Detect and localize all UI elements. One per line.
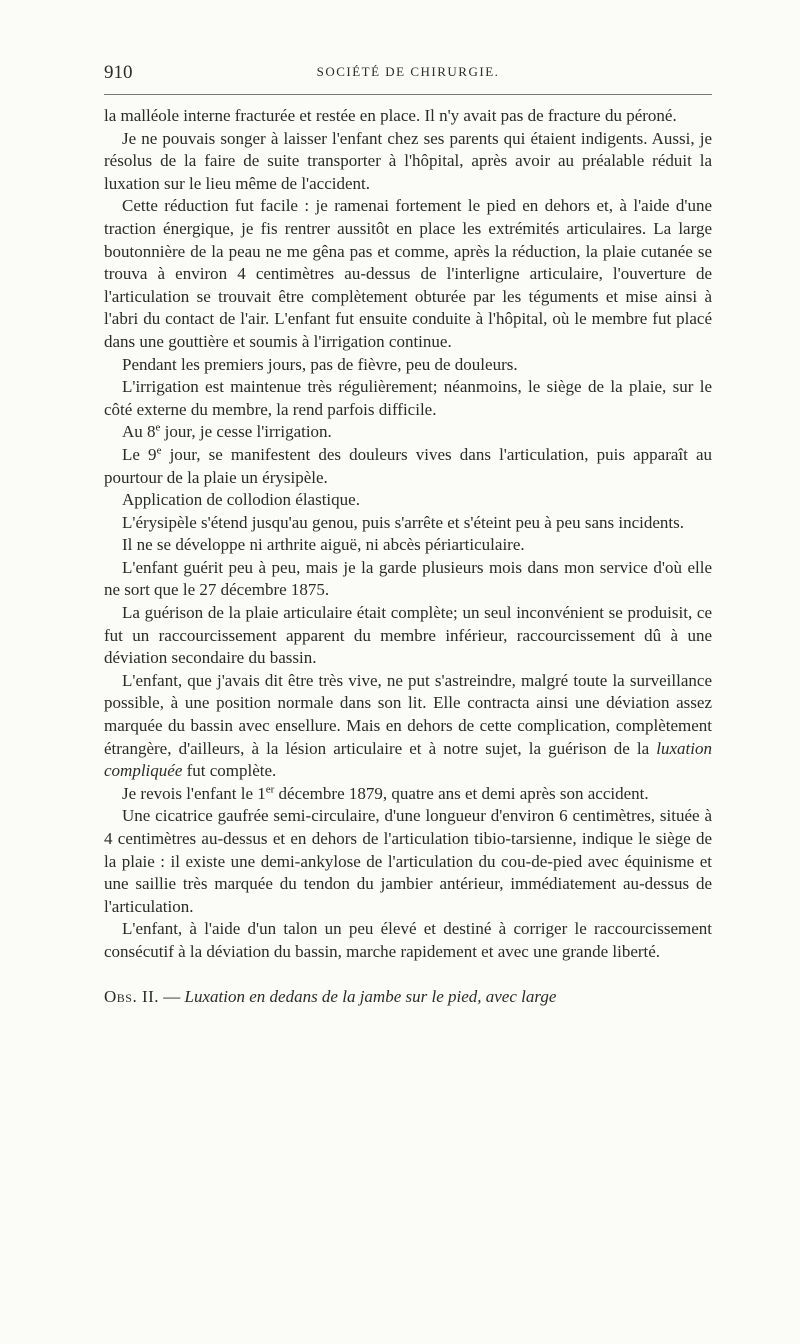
- paragraph-text: L'enfant, que j'avais dit être très vive, ne put s'astreindre, malgré toute la surveillance possible, à une position normale dans son lit. Elle contracta ainsi une déviation assez marquée du bassin avec ensellure. Mais en dehors de cette complication, complètement étrangère, d'ailleurs, à la lésion articulaire et à notre sujet, la guérison de la: [104, 670, 712, 758]
- paragraph: L'érysipèle s'étend jusqu'au genou, puis s'arrête et s'éteint peu à peu sans incidents.: [122, 512, 684, 532]
- journal-title: SOCIÉTÉ DE CHIRURGIE.: [316, 64, 500, 79]
- paragraph: [104, 783, 712, 806]
- paragraph: Pendant les premiers jours, pas de fièvre, peu de douleurs.: [122, 354, 518, 374]
- paragraph: L'enfant guérit peu à peu, mais je la garde plusieurs mois dans mon service d'où elle ne sort que le 27 décembre 1875.: [104, 557, 712, 600]
- paragraph-text: Je revois l'enfant le 1: [122, 783, 266, 803]
- paragraph-text: jour, se manifestent des douleurs vives dans l'articulation, puis apparaît au pourtour de la plaie un érysipèle.: [104, 444, 713, 487]
- superscript: er: [265, 783, 275, 796]
- italic-term: luxation compliquée: [104, 738, 712, 781]
- paragraph: [104, 444, 712, 489]
- running-head: [104, 58, 712, 88]
- paragraph: Il ne se développe ni arthrite aiguë, ni abcès périarticulaire.: [122, 535, 525, 555]
- paragraph-text: décembre 1879, quatre ans et demi après son accident.: [274, 783, 649, 803]
- paragraph: Cette réduction fut facile : je ramenai fortement le pied en dehors et, à l'aide d'une traction énergique, je fis rentrer aussitôt en place les extrémités articulaires. La large boutonnière de la peau ne me gêna pas et comme, après la réduction, la plaie cutanée se trouva à environ 4 centimètres au-dessus de l'interligne articulaire, l'ouverture de l'articulation se trouvait être complètement obturée par les téguments et mise ainsi à l'abri du contact de l'air. L'enfant fut ensuite conduite à l'hôpital, où le membre fut placé dans une gouttière et soumis à l'irrigation continue.: [104, 196, 712, 351]
- paragraph: [104, 670, 712, 783]
- paragraph: la malléole interne fracturée et restée en place. Il n'y avait pas de fracture du péroné.: [104, 106, 677, 125]
- page-number: 910: [104, 62, 133, 83]
- paragraph-text: Le 9: [122, 444, 157, 464]
- observation-label: Obs. II.: [104, 986, 160, 1006]
- paragraph-text: jour, je cesse l'irrigation.: [160, 422, 332, 442]
- observation-title: Luxation en dedans de la jambe sur le pied, avec large: [184, 986, 557, 1006]
- paragraph: La guérison de la plaie articulaire était complète; un seul inconvénient se produisit, ce fut un raccourcissement apparent du membre inférieur, raccourcissement dû à une déviation secondaire du bassin.: [104, 603, 712, 668]
- paragraph: [104, 421, 712, 444]
- paragraph: L'enfant, à l'aide d'un talon un peu élevé et destiné à corriger le raccourcissement consécutif à la déviation du bassin, marche rapidement et avec une grande liberté.: [104, 919, 712, 961]
- paragraph: Je ne pouvais songer à laisser l'enfant chez ses parents qui étaient indigents. Aussi, je résolus de la faire de suite transporter à l'hôpital, après avoir au préalable réduit la luxation sur le lieu même de l'accident.: [104, 128, 712, 193]
- paragraph: L'irrigation est maintenue très régulièrement; néanmoins, le siège de la plaie, sur le côté externe du membre, la rend parfois difficile.: [104, 377, 712, 419]
- body-text: [104, 105, 712, 1008]
- paragraph: Application de collodion élastique.: [122, 490, 360, 510]
- paragraph: Une cicatrice gaufrée semi-circulaire, d'une longueur d'environ 6 centimètres, située à 4 centimètres au-dessus et en dehors de l'articulation tibio-tarsienne, indique le siège de la plaie : il existe une demi-ankylose de l'articulation du cou-de-pied avec équinisme et une saillie très marquée du tendon du jambier antérieur, immédiatement au-dessus de l'articulation.: [104, 806, 712, 916]
- superscript: e: [156, 444, 162, 457]
- observation-dash: —: [159, 986, 185, 1006]
- superscript: e: [155, 421, 161, 434]
- observation-heading: [104, 986, 712, 1009]
- paragraph-text: Au 8: [122, 422, 156, 442]
- header-rule: [104, 94, 712, 95]
- paragraph-text: fut complète.: [182, 761, 277, 781]
